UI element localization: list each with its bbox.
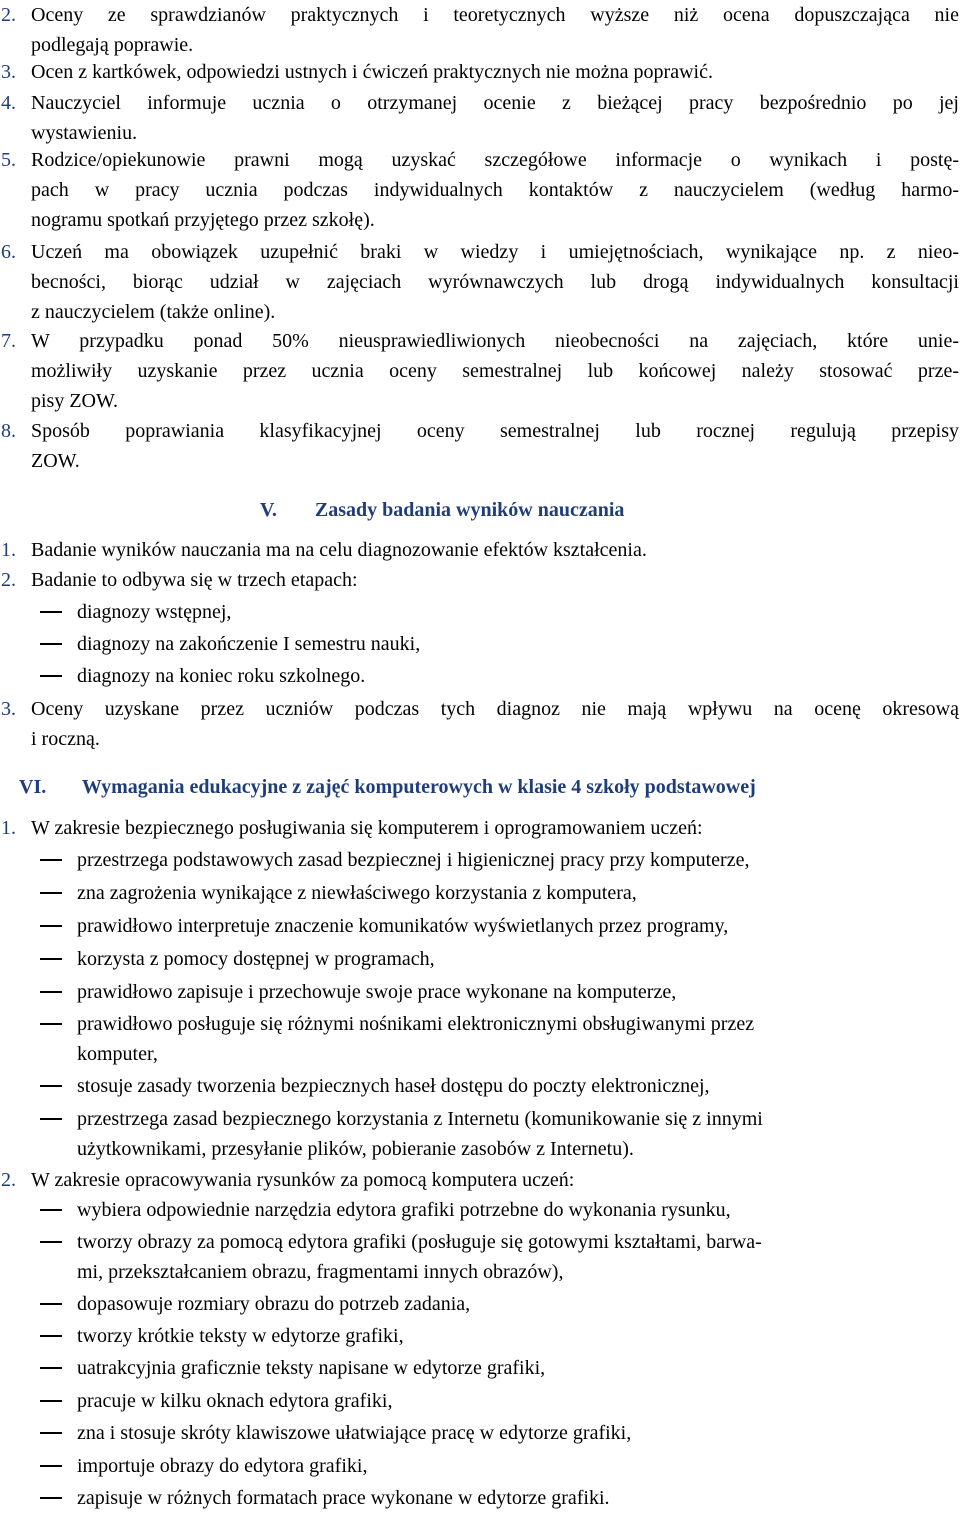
bullet-item <box>0 1451 960 1481</box>
dash-bullet-icon <box>40 675 62 677</box>
text-line: Oceny uzyskane przez uczniów podczas tych diagnoz nie mają wpływu na ocenę okresową <box>31 698 959 720</box>
text-line: W przypadku ponad 50% nieusprawiedliwionych nieobecności na zajęciach, które unie- <box>31 330 959 352</box>
dash-bullet-icon <box>40 643 62 645</box>
dash-bullet-icon <box>40 1241 62 1243</box>
dash-bullet-icon <box>40 859 62 861</box>
bullet-item <box>0 878 960 908</box>
text-line: becności, biorąc udział w zajęciach wyrównawczych lub drogą indywidualnych konsultacji <box>31 271 959 293</box>
item-number: 6. <box>1 241 16 263</box>
bullet-item <box>0 661 960 691</box>
bullet-text: przestrzega zasad bezpiecznego korzystania z Internetu (komunikowanie się z innymi <box>77 1108 763 1130</box>
item-number: 2. <box>1 569 16 591</box>
text-line: pach w pracy ucznia podczas indywidualnych kontaktów z nauczycielem (według harmo- <box>31 179 959 201</box>
text-line: wystawieniu. <box>31 122 138 144</box>
item-number: 4. <box>1 92 16 114</box>
bullet-item <box>0 977 960 1007</box>
bullet-text: dopasowuje rozmiary obrazu do potrzeb zadania, <box>77 1293 471 1315</box>
bullet-item <box>0 1195 960 1225</box>
text-line: pisy ZOW. <box>31 390 119 412</box>
bullet-text: korzysta z pomocy dostępnej w programach, <box>77 948 435 970</box>
bullet-text: zapisuje w różnych formatach prace wykonane w edytorze grafiki. <box>77 1487 610 1509</box>
bullet-item <box>0 845 960 875</box>
bullet-continuation <box>0 1257 960 1287</box>
dash-bullet-icon <box>40 991 62 993</box>
bullet-item <box>0 629 960 659</box>
bullet-item <box>0 1353 960 1383</box>
bullet-item <box>0 1009 960 1039</box>
item-number: 1. <box>1 817 16 839</box>
dash-bullet-icon <box>40 1367 62 1369</box>
bullet-text: przestrzega podstawowych zasad bezpiecznej i higienicznej pracy przy komputerze, <box>77 849 750 871</box>
item-number: 3. <box>1 698 16 720</box>
bullet-text: pracuje w kilku oknach edytora grafiki, <box>77 1390 393 1412</box>
text-line: Uczeń ma obowiązek uzupełnić braki w wiedzy i umiejętnościach, wynikające np. z nieo- <box>31 241 959 263</box>
dash-bullet-icon <box>40 611 62 613</box>
section-heading-v <box>260 495 624 525</box>
bullet-text: komputer, <box>77 1043 158 1065</box>
bullet-item <box>0 1483 960 1513</box>
bullet-item <box>0 1321 960 1351</box>
section-title: Zasady badania wyników nauczania <box>314 499 625 521</box>
section-heading-vi <box>19 772 756 802</box>
bullet-continuation <box>0 1039 960 1069</box>
item-number: 2. <box>1 4 16 26</box>
dash-bullet-icon <box>40 925 62 927</box>
bullet-text: prawidłowo posługuje się różnymi nośnikami elektronicznymi obsługiwanymi przez <box>77 1013 755 1035</box>
bullet-text: zna i stosuje skróty klawiszowe ułatwiające pracę w edytorze grafiki, <box>77 1422 632 1444</box>
bullet-continuation <box>0 1134 960 1164</box>
bullet-item <box>0 1386 960 1416</box>
text-line: Badanie wyników nauczania ma na celu diagnozowanie efektów kształcenia. <box>31 539 647 561</box>
bullet-item <box>0 944 960 974</box>
bullet-text: prawidłowo zapisuje i przechowuje swoje prace wykonane na komputerze, <box>77 981 677 1003</box>
dash-bullet-icon <box>40 1023 62 1025</box>
dash-bullet-icon <box>40 958 62 960</box>
dash-bullet-icon <box>40 1497 62 1499</box>
bullet-item <box>0 597 960 627</box>
text-line: podlegają poprawie. <box>31 34 194 56</box>
bullet-text: importuje obrazy do edytora grafiki, <box>77 1455 368 1477</box>
text-line: i roczną. <box>31 728 100 750</box>
text-line: Sposób poprawiania klasyfikacyjnej oceny semestralnej lub rocznej regulują przepisy <box>31 420 959 442</box>
dash-bullet-icon <box>40 1118 62 1120</box>
item-number: 1. <box>1 539 16 561</box>
text-line: Badanie to odbywa się w trzech etapach: <box>31 569 358 591</box>
bullet-item <box>0 911 960 941</box>
item-number: 5. <box>1 149 16 171</box>
bullet-text: diagnozy na zakończenie I semestru nauki, <box>77 633 421 655</box>
dash-bullet-icon <box>40 1209 62 1211</box>
dash-bullet-icon <box>40 1303 62 1305</box>
item-number: 3. <box>1 61 16 83</box>
text-line: możliwiły uzyskanie przez ucznia oceny semestralnej lub końcowej należy stosować prze- <box>31 360 959 382</box>
text-line: Rodzice/opiekunowie prawni mogą uzyskać szczegółowe informacje o wynikach i postę- <box>31 149 959 171</box>
bullet-text: zna zagrożenia wynikające z niewłaściwego korzystania z komputera, <box>77 882 637 904</box>
text-line: ZOW. <box>31 450 80 472</box>
bullet-item <box>0 1104 960 1134</box>
bullet-text: diagnozy wstępnej, <box>77 601 232 623</box>
section-roman-numeral: V. <box>260 499 277 521</box>
dash-bullet-icon <box>40 892 62 894</box>
dash-bullet-icon <box>40 1432 62 1434</box>
text-line: nogramu spotkań przyjętego przez szkołę). <box>31 209 375 231</box>
text-line: W zakresie bezpiecznego posługiwania się komputerem i oprogramowaniem uczeń: <box>31 817 703 839</box>
bullet-item <box>0 1418 960 1448</box>
dash-bullet-icon <box>40 1335 62 1337</box>
section-roman-numeral: VI. <box>19 776 47 798</box>
dash-bullet-icon <box>40 1465 62 1467</box>
bullet-text: tworzy krótkie teksty w edytorze grafiki, <box>77 1325 404 1347</box>
bullet-item <box>0 1227 960 1257</box>
bullet-text: tworzy obrazy za pomocą edytora grafiki (posługuje się gotowymi kształtami, barwa- <box>77 1231 762 1253</box>
dash-bullet-icon <box>40 1400 62 1402</box>
bullet-text: mi, przekształcaniem obrazu, fragmentami innych obrazów), <box>77 1261 564 1283</box>
bullet-text: stosuje zasady tworzenia bezpiecznych haseł dostępu do poczty elektronicznej, <box>77 1075 710 1097</box>
text-line: Oceny ze sprawdzianów praktycznych i teoretycznych wyższe niż ocena dopuszczająca nie <box>31 4 959 26</box>
bullet-item <box>0 1289 960 1319</box>
section-title: Wymagania edukacyjne z zajęć komputerowych w klasie 4 szkoły podstawowej <box>81 776 756 798</box>
item-number: 7. <box>1 330 16 352</box>
text-line: Ocen z kartkówek, odpowiedzi ustnych i ćwiczeń praktycznych nie można poprawić. <box>31 61 713 83</box>
item-number: 8. <box>1 420 16 442</box>
item-number: 2. <box>1 1169 16 1191</box>
text-line: Nauczyciel informuje ucznia o otrzymanej ocenie z bieżącej pracy bezpośrednio po jej <box>31 92 959 114</box>
text-line: z nauczycielem (także online). <box>31 301 276 323</box>
dash-bullet-icon <box>40 1085 62 1087</box>
text-line: W zakresie opracowywania rysunków za pomocą komputera uczeń: <box>31 1169 575 1191</box>
bullet-text: diagnozy na koniec roku szkolnego. <box>77 665 366 687</box>
bullet-item <box>0 1071 960 1101</box>
bullet-text: wybiera odpowiednie narzędzia edytora grafiki potrzebne do wykonania rysunku, <box>77 1199 731 1221</box>
bullet-text: prawidłowo interpretuje znaczenie komunikatów wyświetlanych przez programy, <box>77 915 729 937</box>
bullet-text: użytkownikami, przesyłanie plików, pobieranie zasobów z Internetu). <box>77 1138 634 1160</box>
bullet-text: uatrakcyjnia graficznie teksty napisane w edytorze grafiki, <box>77 1357 546 1379</box>
